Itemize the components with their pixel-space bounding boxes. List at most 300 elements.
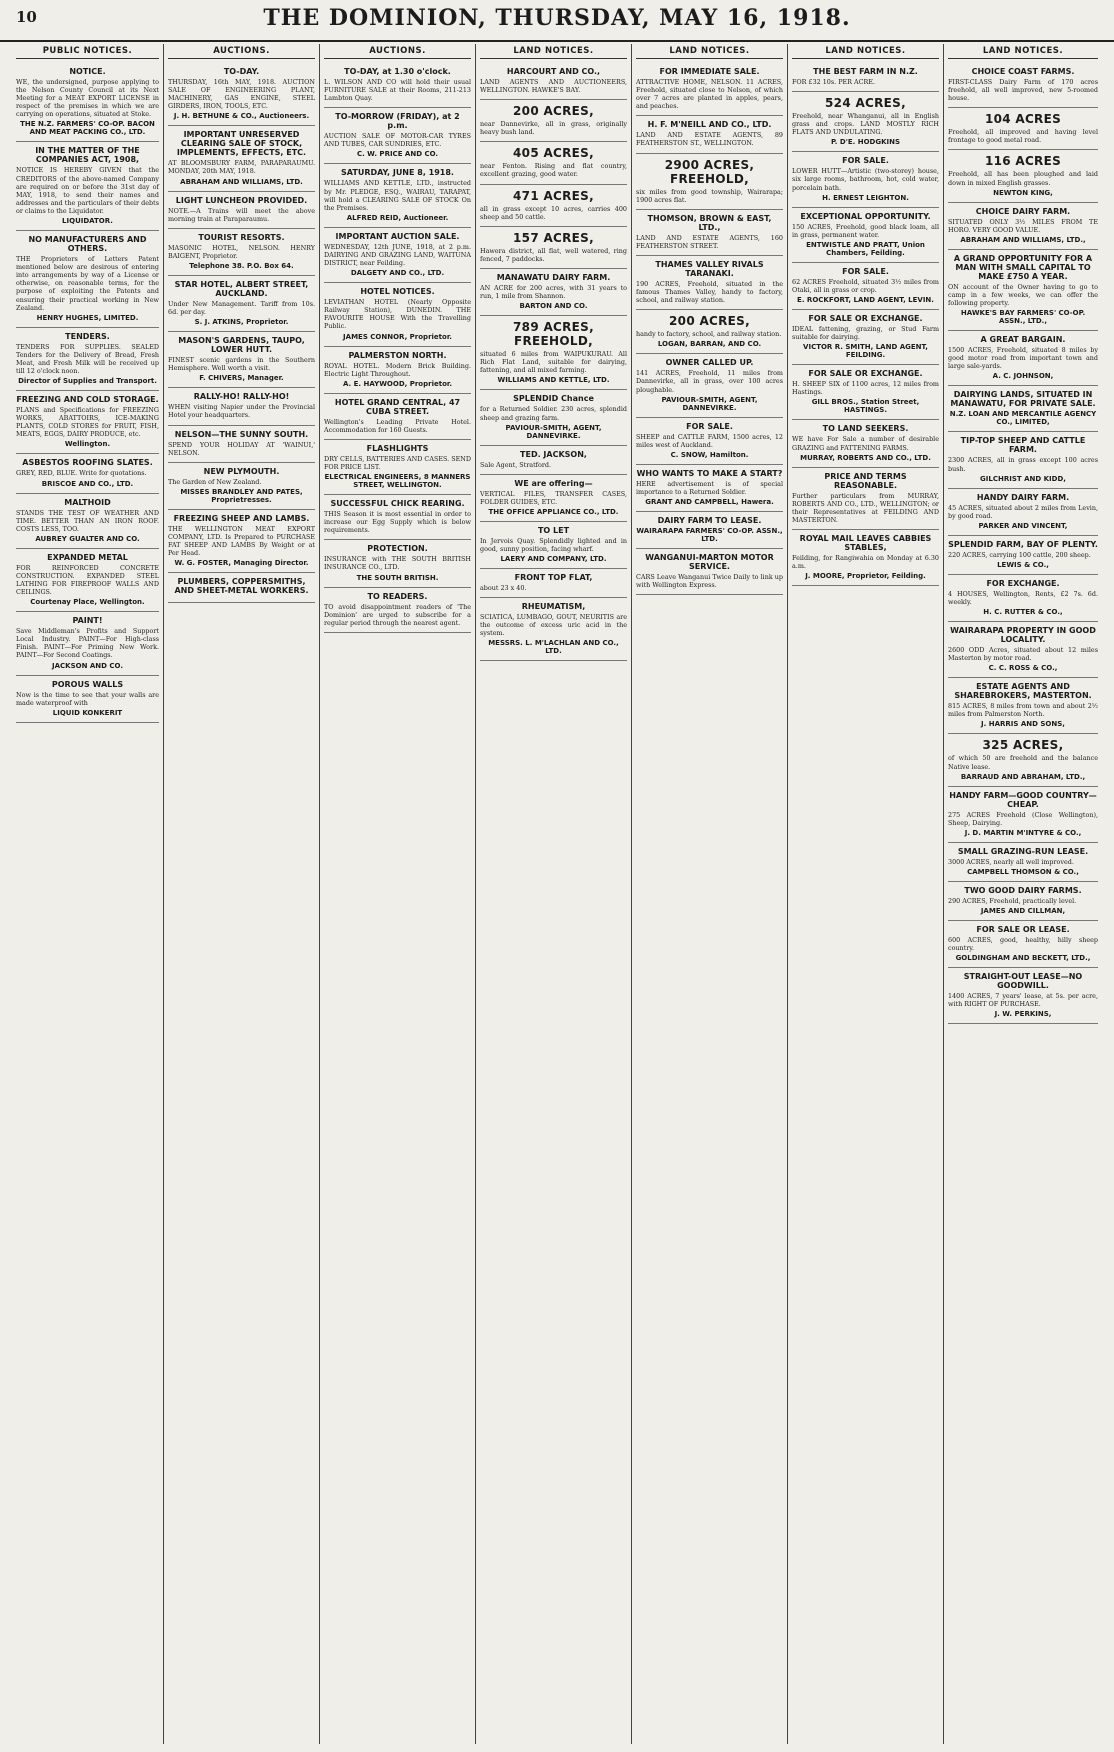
column-7 [944, 44, 1102, 1744]
ad-signature: LEWIS & CO., [997, 560, 1049, 569]
advertisement [16, 549, 159, 612]
advertisement [16, 231, 159, 328]
ad-body: of which 50 are freehold and the balance Native lease. [948, 754, 1098, 771]
advertisement [168, 463, 315, 510]
ad-signature: Courtenay Place, Wellington. [30, 598, 145, 607]
ad-body: TO avoid disappointment readers of 'The Dominion' are urged to subscribe for a regular period through the nearest agent. [324, 602, 471, 627]
ad-heading: IMPORTANT AUCTION SALE. [335, 231, 460, 241]
advertisement [792, 365, 939, 420]
ad-heading: SMALL GRAZING-RUN LEASE. [957, 846, 1089, 856]
advertisement [948, 622, 1098, 678]
ad-heading: 104 ACRES [984, 112, 1062, 127]
ad-body: ROYAL HOTEL. Modern Brick Building. Electric Light Throughout. [324, 361, 471, 378]
ad-signature: BARRAUD AND ABRAHAM, LTD., [960, 772, 1086, 781]
advertisement [636, 418, 783, 465]
ad-body: FOR £32 10s. PER ACRE. [792, 78, 876, 86]
advertisement [948, 63, 1098, 108]
ad-signature: THE OFFICE APPLIANCE CO., LTD. [488, 507, 619, 516]
advertisement [792, 263, 939, 310]
ad-heading: FOR SALE. [842, 266, 889, 276]
ad-heading: 116 ACRES [984, 154, 1062, 169]
ad-heading: MANAWATU DAIRY FARM. [496, 272, 611, 282]
ad-heading: THE BEST FARM IN N.Z. [813, 67, 918, 76]
ad-body: near Fenton. Rising and flat country, excellent grazing, good water. [480, 162, 627, 179]
ad-body: 3000 ACRES, nearly all well improved. [948, 857, 1074, 866]
ad-heading: SATURDAY, JUNE 8, 1918. [341, 168, 454, 178]
ad-body: SCIATICA, LUMBAGO, GOUT, NEURITIS are the outcome of excess uric acid in the system. [480, 613, 627, 638]
ad-heading: FOR SALE OR LEASE. [976, 925, 1070, 934]
advertisement [792, 92, 939, 152]
ad-heading: THAMES VALLEY RIVALS TARANAKI. [655, 259, 764, 278]
column-heading: AUCTIONS. [168, 46, 315, 59]
ad-heading: CHOICE DAIRY FARM. [975, 206, 1071, 216]
ad-body: LEVIATHAN HOTEL (Nearly Opposite Railway Station), DUNEDIN. THE FAVOURITE HOUSE With the Travelling Public. [324, 298, 471, 331]
ad-heading: TO-MORROW (FRIDAY), at 2 p.m. [335, 112, 460, 131]
ad-signature: S. J. ATKINS, Proprietor. [194, 318, 289, 327]
advertisement [324, 440, 471, 495]
column-heading: PUBLIC NOTICES. [16, 46, 159, 59]
ad-body: VERTICAL FILES, TRANSFER CASES, FOLDER GUIDES, ETC. [480, 489, 627, 506]
ad-heading: A GRAND OPPORTUNITY FOR A MAN WITH SMALL CAPITAL TO MAKE £750 A YEAR. [953, 253, 1093, 281]
column-heading: LAND NOTICES. [480, 46, 627, 59]
ad-heading: TOURIST RESORTS. [198, 232, 285, 242]
ad-signature: ABRAHAM AND WILLIAMS, LTD. [180, 177, 303, 186]
advertisement [480, 63, 627, 100]
ad-signature: THE SOUTH BRITISH. [356, 573, 439, 582]
ad-heading: TO LET [537, 525, 570, 535]
ad-body: 815 ACRES, 8 miles from town and about 2½ miles from Palmerston North. [948, 702, 1098, 719]
ad-heading: PRICE AND TERMS REASONABLE. [824, 471, 907, 490]
ad-body: for a Returned Soldier. 230 acres, splendid sheep and grazing farm. [480, 405, 627, 422]
advertisement [168, 573, 315, 603]
advertisement [792, 208, 939, 263]
advertisement [168, 229, 315, 276]
ad-signature: GRANT AND CAMPBELL, Hawera. [645, 497, 774, 506]
ad-body: 2300 ACRES, all in grass except 100 acres bush. [948, 456, 1098, 473]
advertisement [480, 100, 627, 142]
ad-body: LAND AND ESTATE AGENTS, 89 FEATHERSTON ST., WELLINGTON. [636, 131, 783, 148]
advertisement [948, 921, 1098, 968]
ad-heading: MALTHOID [64, 497, 111, 507]
ad-body: ON account of the Owner having to go to camp in a few weeks, we can offer the following property. [948, 282, 1098, 308]
ad-body: 4 HOUSES, Wellington, Rents, £2 7s. 6d. weekly. [948, 589, 1098, 606]
advertisement [324, 394, 471, 440]
ad-heading: DAIRYING LANDS, SITUATED IN MANAWATU, FOR PRIVATE SALE. [950, 390, 1096, 409]
ad-body: Feilding, for Rangiwahia on Monday at 6.30 a.m. [792, 553, 939, 571]
ad-body: 150 ACRES, Freehold, good black loam, all in grass, permanent water. [792, 222, 939, 239]
ad-heading: PAINT! [72, 616, 103, 626]
ad-signature: ABRAHAM AND WILLIAMS, LTD., [960, 235, 1086, 244]
ad-body: FIRST-CLASS Dairy Farm of 170 acres freehold, all well improved, new 5-roomed house. [948, 78, 1098, 103]
newspaper-title: THE DOMINION, THURSDAY, MAY 16, 1918. [263, 5, 851, 31]
ad-body: SPEND YOUR HOLIDAY AT 'WAINUI,' NELSON. [168, 440, 315, 457]
ad-body: AT BLOOMSBURY FARM, PARAPARAUMU. MONDAY, 20th MAY, 1918. [168, 159, 315, 176]
ad-signature: HAWKE'S BAY FARMERS' CO-OP. ASSN., LTD., [960, 309, 1086, 326]
ad-signature: WAIRARAPA FARMERS' CO-OP. ASSN., LTD. [636, 526, 783, 543]
ad-body: NOTE.—A Trains will meet the above morning train at Paraparaumu. [168, 206, 315, 223]
advertisement [168, 126, 315, 191]
ad-body: AN ACRE for 200 acres, with 31 years to run, 1 mile from Shannon. [480, 283, 627, 301]
column-4 [476, 44, 632, 1744]
ad-heading: PLUMBERS, COPPERSMITHS, AND SHEET-METAL WORKERS. [174, 577, 309, 596]
ad-signature: NEWTON KING, [993, 188, 1053, 197]
ad-signature: MISSES BRANDLEY AND PATES, Proprietresses. [180, 487, 303, 504]
ad-signature: WILLIAMS AND KETTLE, LTD. [497, 376, 610, 385]
column-heading: LAND NOTICES. [948, 46, 1098, 59]
advertisement [948, 331, 1098, 386]
advertisement [636, 154, 783, 210]
advertisement [16, 676, 159, 723]
advertisement [948, 678, 1098, 734]
ad-body: Under New Management. Tariff from 10s. 6d. per day. [168, 299, 315, 317]
column-heading: LAND NOTICES. [792, 46, 939, 59]
advertisement [324, 63, 471, 108]
ad-heading: WE are offering— [514, 478, 593, 488]
ad-signature: GILCHRIST AND KIDD, [980, 474, 1066, 483]
ad-heading: HOTEL NOTICES. [360, 287, 435, 297]
advertisement [168, 63, 315, 126]
ad-body: 600 ACRES, good, healthy, hilly sheep country. [948, 936, 1098, 953]
ad-body: ATTRACTIVE HOME, NELSON. 11 ACRES, Freehold, situated close to Nelson, of which over 7 acres are planted in apples, pears, and peaches. [636, 78, 783, 111]
ad-heading: FREEZING SHEEP AND LAMBS. [173, 513, 310, 523]
advertisement [480, 390, 627, 445]
ad-signature: CAMPBELL THOMSON & CO., [967, 867, 1079, 876]
advertisement [324, 347, 471, 394]
advertisement [636, 465, 783, 512]
advertisement [324, 164, 471, 227]
ad-body: THIS Season it is most essential in order to increase our Egg Supply which is below requirements. [324, 510, 471, 535]
advertisement [948, 575, 1098, 622]
column-6 [788, 44, 944, 1744]
ad-body: The Garden of New Zealand. [168, 477, 262, 486]
ad-heading: FOR EXCHANGE. [986, 578, 1060, 588]
ad-signature: LAERY AND COMPANY, LTD. [500, 555, 607, 564]
ad-heading: TO READERS. [367, 591, 428, 601]
advertisement [636, 256, 783, 310]
ad-heading: RALLY-HO! RALLY-HO! [193, 392, 290, 402]
ad-signature: VICTOR R. SMITH, LAND AGENT, FEILDING. [803, 343, 928, 360]
ad-heading: A GREAT BARGAIN. [980, 335, 1066, 345]
ad-body: 2600 ODD Acres, situated about 12 miles Masterton by motor road. [948, 646, 1098, 663]
ad-body: CARS Leave Wanganui Twice Daily to link up with Wellington Express. [636, 572, 783, 590]
ad-signature: P. D'E. HODGKINS [830, 138, 901, 147]
advertisement [948, 882, 1098, 921]
ad-heading: HANDY DAIRY FARM. [976, 492, 1070, 502]
ad-body: Sale Agent, Stratford. [480, 460, 552, 469]
ad-signature: J. MOORE, Proprietor, Feilding. [805, 572, 926, 581]
advertisement [324, 540, 471, 587]
ad-signature: Director of Supplies and Transport. [18, 377, 157, 386]
ad-heading: HANDY FARM—GOOD COUNTRY—CHEAP. [949, 790, 1097, 809]
advertisement [16, 328, 159, 391]
ad-body: all in grass except 10 acres, carries 400 sheep and 50 cattle. [480, 204, 627, 221]
ad-signature: ENTWISTLE AND PRATT, Union Chambers, Feilding. [806, 240, 925, 257]
ad-heading: TO-DAY, at 1.30 o'clock. [344, 67, 451, 76]
ad-heading: ASBESTOS ROOFING SLATES. [22, 458, 153, 468]
advertisement [168, 388, 315, 425]
ad-heading: 2900 ACRES, FREEHOLD, [664, 157, 755, 186]
ad-body: NOTICE IS HEREBY GIVEN that the CREDITORS of the above-named Company are required on or before the 31st day of MAY, 1918, to send their names and addresses and the particulars of their debts or claims to the Liquidator. [16, 166, 159, 215]
ad-heading: EXPANDED METAL [47, 552, 128, 562]
ad-body: FOR REINFORCED CONCRETE CONSTRUCTION. EXPANDED STEEL LATHING FOR FIREPROOF WALLS AND CEILINGS. [16, 563, 159, 597]
advertisement [636, 512, 783, 549]
ad-heading: STRAIGHT-OUT LEASE—NO GOODWILL. [963, 972, 1083, 991]
ad-body: about 23 x 40. [480, 584, 527, 593]
ad-signature: LIQUID KONKERIT [52, 708, 123, 717]
ad-signature: H. C. RUTTER & CO., [983, 608, 1063, 617]
ad-body: 1500 ACRES, Freehold, situated 8 miles by good motor road from important town and large sale-yards. [948, 346, 1098, 371]
ad-heading: TIP-TOP SHEEP AND CATTLE FARM. [960, 436, 1086, 455]
ad-body: Freehold, all improved and having level frontage to good metal road. [948, 128, 1098, 145]
column-1 [12, 44, 164, 1744]
ad-signature: J. HARRIS AND SONS, [981, 720, 1065, 729]
ad-body: MASONIC HOTEL, NELSON. HENRY BAIGENT, Proprietor. [168, 243, 315, 260]
ad-body: 62 ACRES Freehold, situated 3½ miles from Otaki, all in grass or crop. [792, 277, 939, 294]
ad-signature: BRISCOE AND CO., LTD. [41, 479, 134, 488]
advertisement [948, 150, 1098, 202]
ad-signature: J. D. MARTIN M'INTYRE & CO., [964, 828, 1082, 837]
advertisement [16, 494, 159, 549]
ad-heading: WHO WANTS TO MAKE A START? [636, 468, 783, 478]
ad-signature: GILL BROS., Station Street, HASTINGS. [811, 398, 920, 415]
ad-body: WHEN visiting Napier under the Provincial Hotel your headquarters. [168, 403, 315, 420]
ad-heading: PALMERSTON NORTH. [348, 350, 447, 360]
advertisement [16, 142, 159, 231]
ad-body: AUCTION SALE OF MOTOR-CAR TYRES AND TUBES, CAR SUNDRIES, ETC. [324, 132, 471, 149]
ad-signature: E. ROCKFORT, LAND AGENT, LEVIN. [797, 296, 934, 305]
advertisement [948, 386, 1098, 432]
advertisement [636, 116, 783, 153]
advertisement [480, 269, 627, 316]
advertisement [948, 432, 1098, 488]
ad-body: STANDS THE TEST OF WEATHER AND TIME. BETTER THAN AN IRON ROOF. COSTS LESS, TOO. [16, 508, 159, 533]
ad-heading: LIGHT LUNCHEON PROVIDED. [175, 195, 308, 205]
ad-heading: RHEUMATISM, [521, 602, 586, 612]
advertisement [168, 332, 315, 388]
ad-body: 275 ACRES Freehold (Close Wellington), Sheep, Dairying. [948, 810, 1098, 827]
advertisement [168, 426, 315, 463]
advertisement [792, 152, 939, 207]
ad-body: Further particulars from MURRAY, ROBERTS AND CO., LTD., WELLINGTON; or their Representatives at FEILDING AND MASTERTON. [792, 491, 939, 524]
ad-heading: FOR IMMEDIATE SALE. [659, 67, 760, 76]
ad-heading: FOR SALE. [686, 421, 733, 431]
advertisement [948, 536, 1098, 575]
ad-body: Save Middleman's Profits and Support Local Industry. PAINT—For High-class Finish. PAINT—For Priming New Work. PAINT—For Second Coatings. [16, 627, 159, 660]
ad-body: LAND AGENTS AND AUCTIONEERS, WELLINGTON. HAWKE'S BAY. [480, 78, 627, 95]
column-2 [164, 44, 320, 1744]
ad-signature: A. E. HAYWOOD, Proprietor. [343, 379, 452, 388]
ad-heading: FREEZING AND COLD STORAGE. [16, 395, 159, 405]
ad-body: Hawera district, all flat, well watered, ring fenced, 7 paddocks. [480, 246, 627, 263]
ad-heading: CHOICE COAST FARMS. [971, 67, 1075, 76]
ad-heading: NO MANUFACTURERS AND OTHERS. [28, 235, 147, 254]
ad-heading: TENDERS. [65, 331, 110, 341]
ad-heading: TO-DAY. [223, 67, 260, 76]
ad-body: 45 ACRES, situated about 2 miles from Levin, by good road. [948, 503, 1098, 520]
advertisement [168, 510, 315, 573]
ad-heading: WAIRARAPA PROPERTY IN GOOD LOCALITY. [950, 626, 1096, 645]
ad-signature: Telephone 38. P.O. Box 64. [189, 261, 294, 270]
ad-signature: W. G. FOSTER, Managing Director. [174, 559, 309, 568]
page-number: 10 [16, 8, 37, 26]
ad-heading: FOR SALE OR EXCHANGE. [808, 314, 923, 324]
ad-signature: PARKER AND VINCENT, [978, 521, 1068, 530]
ad-signature: C. C. ROSS & CO., [988, 664, 1058, 673]
ad-heading: SPLENDID Chance [513, 394, 594, 404]
ad-signature: HENRY HUGHES, LIMITED. [36, 313, 139, 322]
ad-heading: STAR HOTEL, ALBERT STREET, AUCKLAND. [174, 279, 309, 298]
advertisement [792, 420, 939, 467]
advertisement [480, 475, 627, 522]
ad-signature: BARTON AND CO. [519, 302, 588, 311]
ad-body: WILLIAMS AND KETTLE, LTD., instructed by Mr. PLEDGE, ESQ., WAIRAU, TARAPAT, will hold a CLEARING SALE OF STOCK On the Premises. [324, 179, 471, 212]
advertisement [324, 495, 471, 540]
advertisement [636, 310, 783, 354]
ad-signature: DALGETY AND CO., LTD. [350, 269, 445, 278]
advertisement [636, 354, 783, 417]
ad-body: Freehold, near Whanganui, all in English grass and crops. LAND MOSTLY RICH FLATS AND UNDULATING. [792, 112, 939, 137]
ad-body: WEDNESDAY, 12th JUNE, 1918, at 2 p.m. DAIRYING AND GRAZING LAND, WAITUNA DISTRICT, near Feilding. [324, 242, 471, 268]
ad-body: near Dannevirke, all in grass, originally heavy bush land. [480, 120, 627, 137]
ad-body: L. WILSON AND CO will hold their usual FURNITURE SALE at their Rooms, 211-213 Lambton Quay. [324, 78, 471, 103]
ad-signature: PAVIOUR-SMITH, AGENT, DANNEVIRKE. [505, 423, 602, 440]
ad-body: 1400 ACRES, 7 years' lease, at 5s. per acre, with RIGHT OF PURCHASE. [948, 992, 1098, 1009]
ad-body: THURSDAY, 16th MAY, 1918. AUCTION SALE OF ENGINEERING PLANT, MACHINERY, GAS ENGINE, STEEL GIRDERS, IRON, TOOLS, ETC. [168, 78, 315, 111]
advertisement [16, 63, 159, 142]
ad-body: 141 ACRES, Freehold, 11 miles from Dannevirke, all in grass, over 100 acres ploughable. [636, 369, 783, 394]
ad-heading: HARCOURT AND CO., [506, 67, 601, 76]
ad-body: 220 ACRES, carrying 100 cattle, 200 sheep. [948, 550, 1091, 559]
ad-signature: ELECTRICAL ENGINEERS, 8 MANNERS STREET, WELLINGTON. [324, 473, 471, 490]
ad-body: 290 ACRES, Freehold, practically level. [948, 896, 1077, 905]
ad-signature: MESSRS. L. M'LACHLAN AND CO., LTD. [488, 639, 619, 656]
advertisement [480, 446, 627, 475]
ad-signature: N.Z. LOAN AND MERCANTILE AGENCY CO., LIMITED, [949, 410, 1097, 427]
advertisement [480, 598, 627, 661]
advertisement [16, 454, 159, 493]
columns-container [12, 44, 1102, 1744]
ad-signature: H. ERNEST LEIGHTON. [822, 193, 909, 202]
ad-body: IDEAL fattening, grazing, or Stud Farm suitable for dairying. [792, 325, 939, 342]
ad-body: Wellington's Leading Private Hotel. Accommodation for 160 Guests. [324, 417, 471, 434]
ad-body: LAND AND ESTATE AGENTS, 160 FEATHERSTON STREET. [636, 233, 783, 250]
ad-signature: PAVIOUR-SMITH, AGENT, DANNEVIRKE. [661, 395, 758, 412]
advertisement [948, 787, 1098, 843]
ad-body: THE Proprietors of Letters Patent mentioned below are desirous of entering into arrangements by way of a License or otherwise, on reasonable terms, for the purpose of exploiting the Patents and ensuring their practical working in New Zealand. [16, 255, 159, 312]
ad-signature: J. H. BETHUNE & CO., Auctioneers. [173, 112, 310, 121]
ad-body: PLANS and Specifications for FREEZING WORKS, ABATTOIRS, ICE-MAKING PLANTS, COLD STORES for FRUIT, FISH, MEATS, EGGS, DAIRY PRODUCE, etc. [16, 406, 159, 439]
ad-heading: FLASHLIGHTS [366, 443, 429, 453]
ad-heading: NOTICE. [69, 67, 106, 76]
advertisement [480, 185, 627, 227]
ad-body: FINEST scenic gardens in the Southern Hemisphere. Well worth a visit. [168, 356, 315, 373]
advertisement [480, 316, 627, 390]
advertisement [792, 63, 939, 92]
column-heading: AUCTIONS. [324, 46, 471, 59]
advertisement [948, 108, 1098, 150]
ad-signature: ALFRED REID, Auctioneer. [346, 213, 449, 222]
ad-signature: LOGAN, BARRAN, AND CO. [657, 340, 762, 349]
ad-signature: JACKSON AND CO. [52, 661, 123, 670]
advertisement [948, 734, 1098, 786]
ad-heading: 325 ACRES, [982, 738, 1064, 753]
ad-body: six miles from good township, Wairarapa; 1900 acres flat. [636, 187, 783, 204]
ad-body: DRY CELLS, BATTERIES AND CASES. SEND FOR PRICE LIST. [324, 454, 471, 471]
advertisement [792, 310, 939, 365]
advertisement [480, 522, 627, 569]
advertisement [324, 588, 471, 633]
ad-heading: WANGANUI-MARTON MOTOR SERVICE. [645, 552, 774, 571]
advertisement [168, 276, 315, 332]
ad-signature: THE N.Z. FARMERS' CO-OP. BACON AND MEAT PACKING CO., LTD. [20, 120, 155, 137]
ad-signature: JAMES CONNOR, Proprietor. [343, 332, 452, 341]
ad-heading: 471 ACRES, [513, 188, 594, 203]
ad-body: GREY, RED, BLUE. Write for quotations. [16, 469, 147, 478]
ad-heading: FRONT TOP FLAT, [514, 573, 593, 583]
ad-heading: IN THE MATTER OF THE COMPANIES ACT, 1908, [35, 146, 140, 165]
masthead [0, 0, 1114, 42]
ad-body: THE WELLINGTON MEAT EXPORT COMPANY, LTD. Is Prepared to PURCHASE FAT SHEEP AND LAMBS By Weight or at Per Head. [168, 524, 315, 558]
advertisement [636, 63, 783, 116]
ad-heading: SUCCESSFUL CHICK REARING. [330, 499, 465, 509]
ad-heading: NEW PLYMOUTH. [203, 466, 280, 476]
ad-body: handy to factory, school, and railway station. [636, 330, 782, 339]
advertisement [480, 142, 627, 184]
advertisement [792, 468, 939, 530]
ad-heading: MASON'S GARDENS, TAUPO, LOWER HUTT. [178, 336, 305, 355]
ad-body: TENDERS FOR SUPPLIES. SEALED Tenders for the Delivery of Bread, Fresh Meat, and Fresh Milk will be received up till 12 o'clock noon. [16, 342, 159, 375]
ad-heading: FOR SALE. [842, 156, 889, 166]
ad-body: Freehold, all has been ploughed and laid down in mixed English grasses. [948, 170, 1098, 187]
ad-heading: 789 ACRES, FREEHOLD, [513, 320, 594, 349]
ad-heading: ESTATE AGENTS AND SHAREBROKERS, MASTERTON. [954, 682, 1092, 701]
ad-signature: C. SNOW, Hamilton. [670, 450, 749, 459]
ad-signature: Wellington. [64, 440, 111, 449]
advertisement [636, 549, 783, 595]
advertisement [792, 530, 939, 586]
advertisement [324, 108, 471, 164]
ad-body: In Jervois Quay. Splendidly lighted and in good, sunny position, facing wharf. [480, 536, 627, 553]
ad-heading: THOMSON, BROWN & EAST, LTD., [647, 213, 772, 232]
ad-signature: J. W. PERKINS, [994, 1010, 1052, 1019]
advertisement [324, 228, 471, 283]
advertisement [948, 843, 1098, 882]
ad-signature: MURRAY, ROBERTS AND CO., LTD. [800, 453, 931, 462]
ad-heading: OWNER CALLED UP. [665, 358, 754, 368]
ad-heading: DAIRY FARM TO LEASE. [657, 515, 762, 525]
ad-body: SHEEP and CATTLE FARM, 1500 acres, 12 miles west of Auckland. [636, 432, 783, 449]
ad-heading: NELSON—THE SUNNY SOUTH. [174, 429, 309, 439]
advertisement [168, 192, 315, 229]
ad-heading: 524 ACRES, [825, 96, 906, 111]
ad-heading: POROUS WALLS [51, 679, 124, 689]
ad-heading: FOR SALE OR EXCHANGE. [808, 369, 923, 379]
ad-body: situated 6 miles from WAIPUKURAU. All Rich Flat Land, suitable for dairying, fattening, and all mixed farming. [480, 350, 627, 375]
ad-heading: TED. JACKSON, [520, 449, 587, 459]
ad-body: H. SHEEP SIX of 1100 acres, 12 miles from Hastings. [792, 380, 939, 397]
ad-heading: TWO GOOD DAIRY FARMS. [964, 885, 1082, 895]
ad-heading: 200 ACRES, [513, 104, 594, 119]
ad-body: Now is the time to see that your walls are made waterproof with [16, 690, 159, 707]
advertisement [948, 968, 1098, 1024]
ad-body: 190 ACRES, Freehold, situated in the famous Thames Valley, handy to factory, school, and railway station. [636, 279, 783, 305]
ad-heading: TO LAND SEEKERS. [822, 424, 909, 434]
ad-signature: F. CHIVERS, Manager. [199, 374, 284, 383]
ad-body: WE, the undersigned, purpose applying to the Nelson County Council at its Next Meeting for a MEAT EXPORT LICENSE in respect of the premises in which we are carrying on operations, situated at Stoke. [16, 78, 159, 119]
advertisement [324, 283, 471, 346]
ad-signature: JAMES AND CILLMAN, [980, 907, 1066, 915]
advertisement [636, 210, 783, 256]
